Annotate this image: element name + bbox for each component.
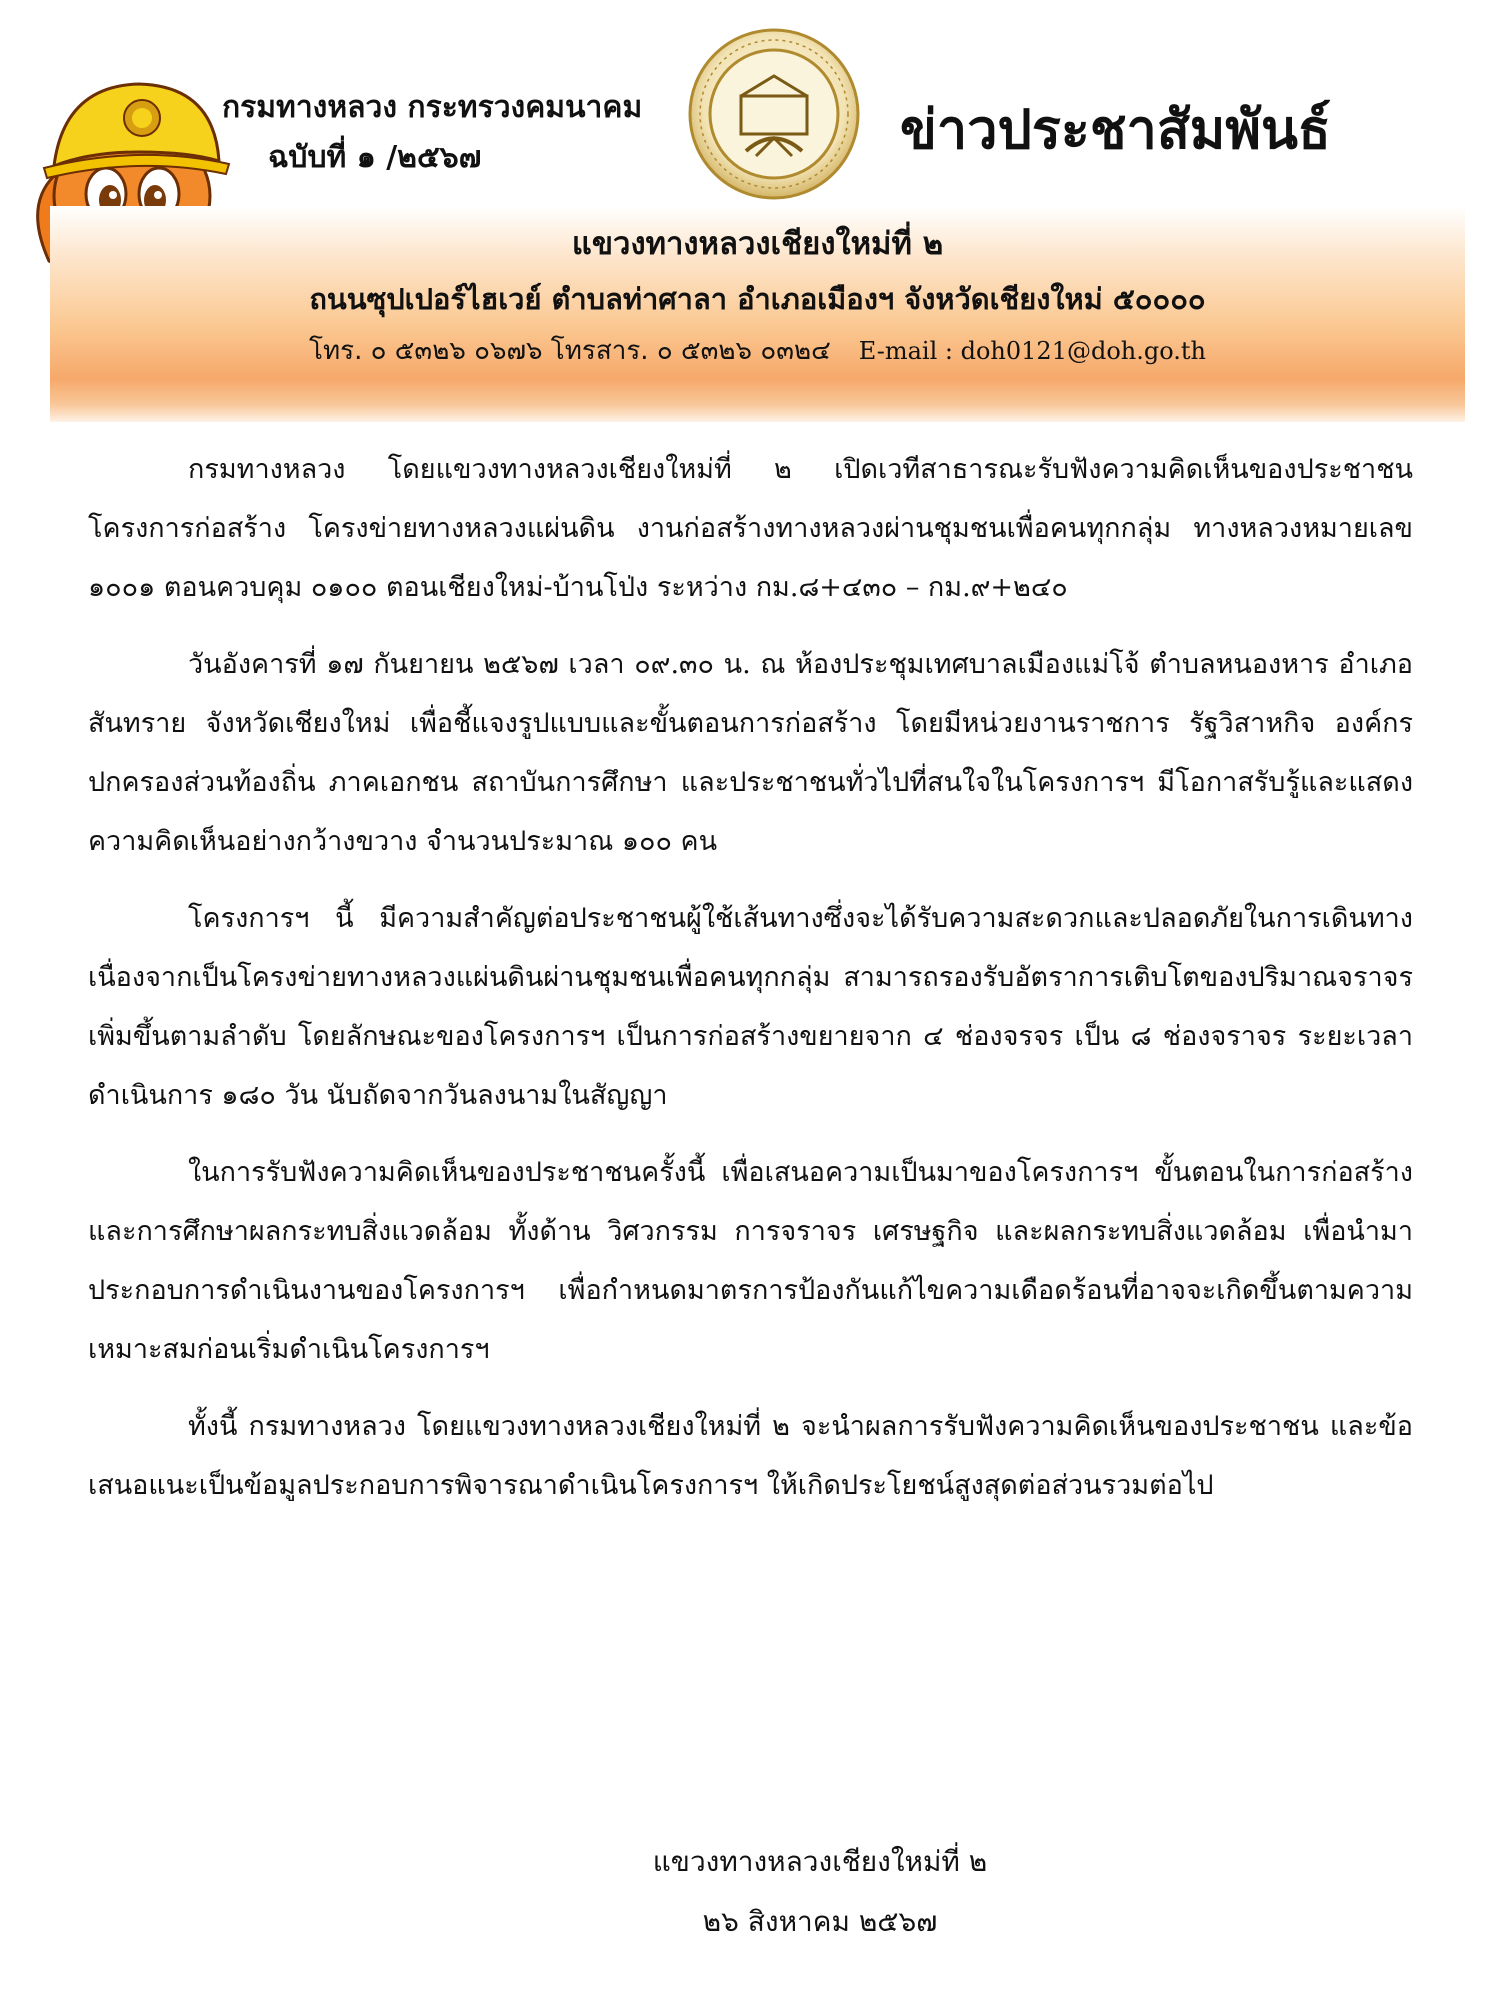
org-name: กรมทางหลวง กระทรวงคมนาคม <box>222 90 643 125</box>
office-address: ถนนซุปเปอร์ไฮเวย์ ตำบลท่าศาลา อำเภอเมืองฯ จังหวัดเชียงใหม่ ๕๐๐๐๐ <box>309 282 1206 316</box>
paragraph-2: วันอังคารที่ ๑๗ กันยายน ๒๕๖๗ เวลา ๐๙.๓๐ น. ณ ห้องประชุมเทศบาลเมืองแม่โจ้ ตำบลหนองหาร อำเภอสันทราย จังหวัดเชียงใหม่ เพื่อชี้แจงรูปแบบและขั้นตอนการก่อสร้าง โดยมีหน่วยงานราชการ รัฐวิสาหกิจ องค์กรปกครองส่วนท้องถิ่น ภาคเอกชน สถาบันการศึกษา และประชาชนทั่วไปที่สนใจในโครงการฯ มีโอกาสรับรู้และแสดงความคิดเห็นอย่างกว้างขวาง จำนวนประมาณ ๑๐๐ คน <box>88 649 1413 857</box>
signature-date: ๒๖ สิงหาคม ๒๕๖๗ <box>702 1905 938 1938</box>
office-phone: โทร. ๐ ๕๓๒๖ ๐๖๗๖ โทรสาร. ๐ ๕๓๒๖ ๐๓๒๔ <box>309 336 831 366</box>
paragraph-5: ทั้งนี้ กรมทางหลวง โดยแขวงทางหลวงเชียงใหม่ที่ ๒ จะนำผลการรับฟังความคิดเห็นของประชาชน และข้อเสนอแนะเป็นข้อมูลประกอบการพิจารณาดำเนินโครงการฯ ให้เกิดประโยชน์สูงสุดต่อส่วนรวมต่อไป <box>88 1411 1413 1501</box>
department-seal-logo <box>686 26 862 202</box>
press-release-title: ข่าวประชาสัมพันธ์ <box>900 98 1331 161</box>
office-banner <box>50 206 1465 422</box>
issue-number: ฉบับที่ ๑ /๒๕๖๗ <box>268 140 482 175</box>
paragraph-1: กรมทางหลวง โดยแขวงทางหลวงเชียงใหม่ที่ ๒ เปิดเวทีสาธารณะรับฟังความคิดเห็นของประชาชน โครงการก่อสร้าง โครงข่ายทางหลวงแผ่นดิน งานก่อสร้างทางหลวงผ่านชุมชนเพื่อคนทุกกลุ่ม ทางหลวงหมายเลข ๑๐๐๑ ตอนควบคุม ๐๑๐๐ ตอนเชียงใหม่-บ้านโป่ง ระหว่าง กม.๘+๔๓๐ – กม.๙+๒๔๐ <box>88 454 1413 603</box>
news-body <box>88 440 1413 1533</box>
signature-office: แขวงทางหลวงเชียงใหม่ที่ ๒ <box>652 1845 988 1878</box>
paragraph-4: ในการรับฟังความคิดเห็นของประชาชนครั้งนี้ เพื่อเสนอความเป็นมาของโครงการฯ ขั้นตอนในการก่อสร้าง และการศึกษาผลกระทบสิ่งแวดล้อม ทั้งด้าน วิศวกรรม การจราจร เศรษฐกิจ และผลกระทบสิ่งแวดล้อม เพื่อนำมาประกอบการดำเนินงานของโครงการฯ เพื่อกำหนดมาตรการป้องกันแก้ไขความเดือดร้อนที่อาจจะเกิดขึ้นตามความเหมาะสมก่อนเริ่มดำเนินโครงการฯ <box>88 1157 1413 1365</box>
office-email[interactable]: E-mail : doh0121@doh.go.th <box>858 337 1206 365</box>
office-name: แขวงทางหลวงเชียงใหม่ที่ ๒ <box>571 226 944 262</box>
office-contact <box>50 330 1465 371</box>
paragraph-3: โครงการฯ นี้ มีความสำคัญต่อประชาชนผู้ใช้เส้นทางซึ่งจะได้รับความสะดวกและปลอดภัยในการเดินทาง เนื่องจากเป็นโครงข่ายทางหลวงแผ่นดินผ่านชุมชนเพื่อคนทุกกลุ่ม สามารถรองรับอัตราการเติบโตของปริมาณจราจรเพิ่มขึ้นตามลำดับ โดยลักษณะของโครงการฯ เป็นการก่อสร้างขยายจาก ๔ ช่องจรจร เป็น ๘ ช่องจราจร ระยะเวลาดำเนินการ ๑๘๐ วัน นับถัดจากวันลงนามในสัญญา <box>88 903 1413 1111</box>
